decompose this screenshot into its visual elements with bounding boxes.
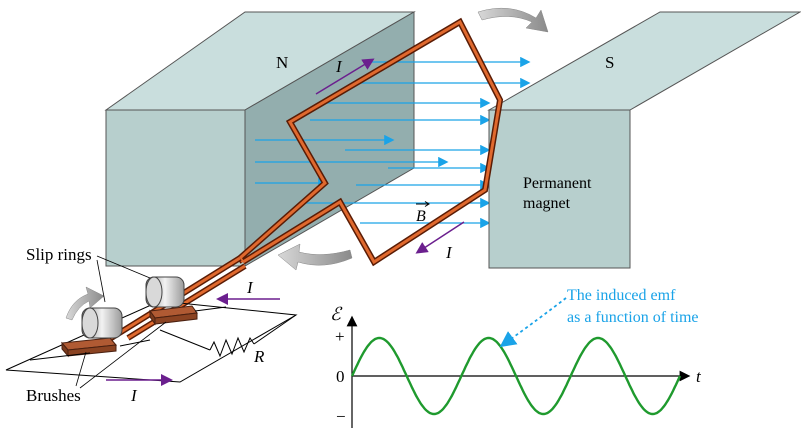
slip-rings [82,277,184,338]
annotation-pointer [504,298,566,344]
resistor-label: R [254,347,265,366]
time-axis-symbol: t [696,367,701,386]
permanent-magnet-label: Permanent [523,175,592,192]
field-symbol-letter: B [416,208,426,225]
south-pole-label: S [605,53,615,72]
south-magnet [489,12,800,268]
slip-rings-label: Slip rings [26,245,92,264]
resistor [210,338,254,356]
leader-line [76,352,86,386]
rotation-arrow-icon [278,244,352,270]
emf-annotation-2: as a function of time [567,309,699,326]
current-symbol: I [336,57,342,76]
field-symbol [416,202,429,226]
coil-lead [128,266,245,338]
current-symbol: I [247,278,253,297]
tick-minus: − [336,407,346,426]
tick-zero: 0 [336,367,345,386]
north-pole-label: N [276,53,289,72]
current-symbol: I [446,243,452,262]
emf-axis-symbol: ℰ [330,304,341,324]
current-symbol: I [131,386,137,405]
tick-plus: + [335,327,345,346]
rotation-arrow-icon [478,8,548,32]
emf-annotation: The induced emf [567,287,676,304]
north-magnet [106,12,414,266]
permanent-magnet-label-2: magnet [523,195,571,212]
brushes-label: Brushes [26,386,81,405]
north-magnet-front [106,110,245,266]
